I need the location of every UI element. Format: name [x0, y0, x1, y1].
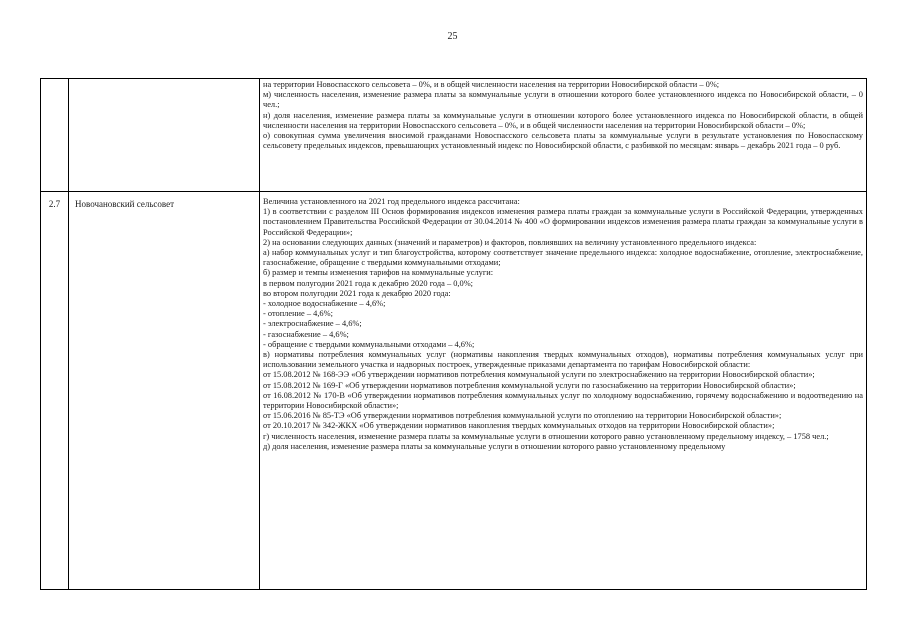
indices-table [40, 78, 867, 590]
municipality-name-cell [69, 79, 260, 192]
paragraph: в) нормативы потребления коммунальных услуг (нормативы накопления твердых коммунальных отходов), нормативы потребления коммунальных услуг при использовании земельного участка и надворных построек, утвержденные приказами департамента по тарифам Новосибирской области: [263, 350, 863, 370]
paragraph: 2) на основании следующих данных (значений и параметров) и факторов, повлиявших на величину установленного предельного индекса: [263, 237, 757, 247]
municipality-name-cell: Новочановский сельсовет [69, 192, 260, 590]
paragraph: а) набор коммунальных услуг и тип благоустройства, которому соответствует значение предельного индекса: холодное водоснабжение, отопление, электроснабжение, газоснабжение, обращение с твердыми коммунальными отходами; [263, 248, 863, 268]
paragraph: - холодное водоснабжение – 4,6%; [263, 299, 386, 309]
page-number: 25 [447, 31, 458, 42]
paragraph: 1) в соответствии с разделом III Основ формирования индексов изменения размера платы граждан за коммунальные услуги в Российской Федерации, утвержденных постановлением Правительства Российской Федерации от 30.04.2014 № 400 «О формировании индексов изменения размера платы граждан за коммунальные услуги в Российской Федерации»; [263, 207, 863, 237]
row-number-cell: 2.7 [41, 192, 69, 590]
paragraph: от 15.08.2012 № 169-Г «Об утверждении нормативов потребления коммунальной услуги по газоснабжению на территории Новосибирской области»; [263, 380, 796, 390]
paragraph: на территории Новоспасского сельсовета – 0%, и в общей численности населения на территории Новосибирской области – 0%; [263, 80, 720, 89]
paragraph: г) численность населения, изменение размера платы за коммунальные услуги в отношении которого равно установленному предельному индексу, – 1758 чел.; [263, 431, 829, 441]
paragraph: от 16.08.2012 № 170-В «Об утверждении нормативов потребления коммунальных услуг по холодному водоснабжению, горячему водоснабжению и водоотведению на территории Новосибирской области»; [263, 390, 863, 411]
paragraph: в первом полугодии 2021 года к декабрю 2020 года – 0,0%; [263, 278, 473, 288]
row-number-cell [41, 79, 69, 192]
description-cell [260, 192, 867, 590]
paragraph: - отопление – 4,6%; [263, 309, 333, 319]
paragraph: д) доля населения, изменение размера платы за коммунальные услуги в отношении которого равно установленному предельному [263, 441, 726, 451]
paragraph: от 15.08.2012 № 168-ЭЭ «Об утверждении нормативов потребления коммунальной услуги по электроснабжению на территории Новосибирской области»; [263, 370, 815, 380]
paragraph: м) численность населения, изменение размера платы за коммунальные услуги в отношении которого более установленного индекса по Новосибирской области, – 0 чел.; [263, 90, 863, 110]
paragraph: о) совокупная сумма увеличения вносимой гражданами Новоспасского сельсовета платы за коммунальные услуги в результате установления по Новоспасскому сельсовету предельных индексов, превышающих установленный индекс по Новосибирской области, с разбивкой по месяцам: январь – декабрь 2021 года – 0 руб. [263, 131, 863, 151]
paragraph: от 15.06.2016 № 85-ТЭ «Об утверждении нормативов потребления коммунальной услуги по отоплению на территории Новосибирской области»; [263, 411, 782, 421]
paragraph: н) доля населения, изменение размера платы за коммунальные услуги в отношении которого более установленного индекса по Новосибирской области, в общей численности населения на территории Новоспасского сельсовета – 0%, и в общей численности населения на территории Новосибирской области – 0%; [263, 110, 863, 130]
table-row [41, 79, 867, 192]
table-row [41, 192, 867, 590]
paragraph: Величина установленного на 2021 год предельного индекса рассчитана: [263, 197, 520, 206]
paragraph: во втором полугодии 2021 года к декабрю 2020 года: [263, 288, 451, 298]
paragraph: - газоснабжение – 4,6%; [263, 329, 349, 339]
description-cell [260, 79, 867, 192]
paragraph: б) размер и темпы изменения тарифов на коммунальные услуги: [263, 268, 494, 278]
paragraph: - электроснабжение – 4,6%; [263, 319, 362, 329]
paragraph: от 20.10.2017 № 342-ЖКХ «Об утверждении нормативов накопления твердых коммунальных отходов на территории Новосибирской области»; [263, 421, 775, 431]
paragraph: - обращение с твердыми коммунальными отходами – 4,6%; [263, 339, 475, 349]
